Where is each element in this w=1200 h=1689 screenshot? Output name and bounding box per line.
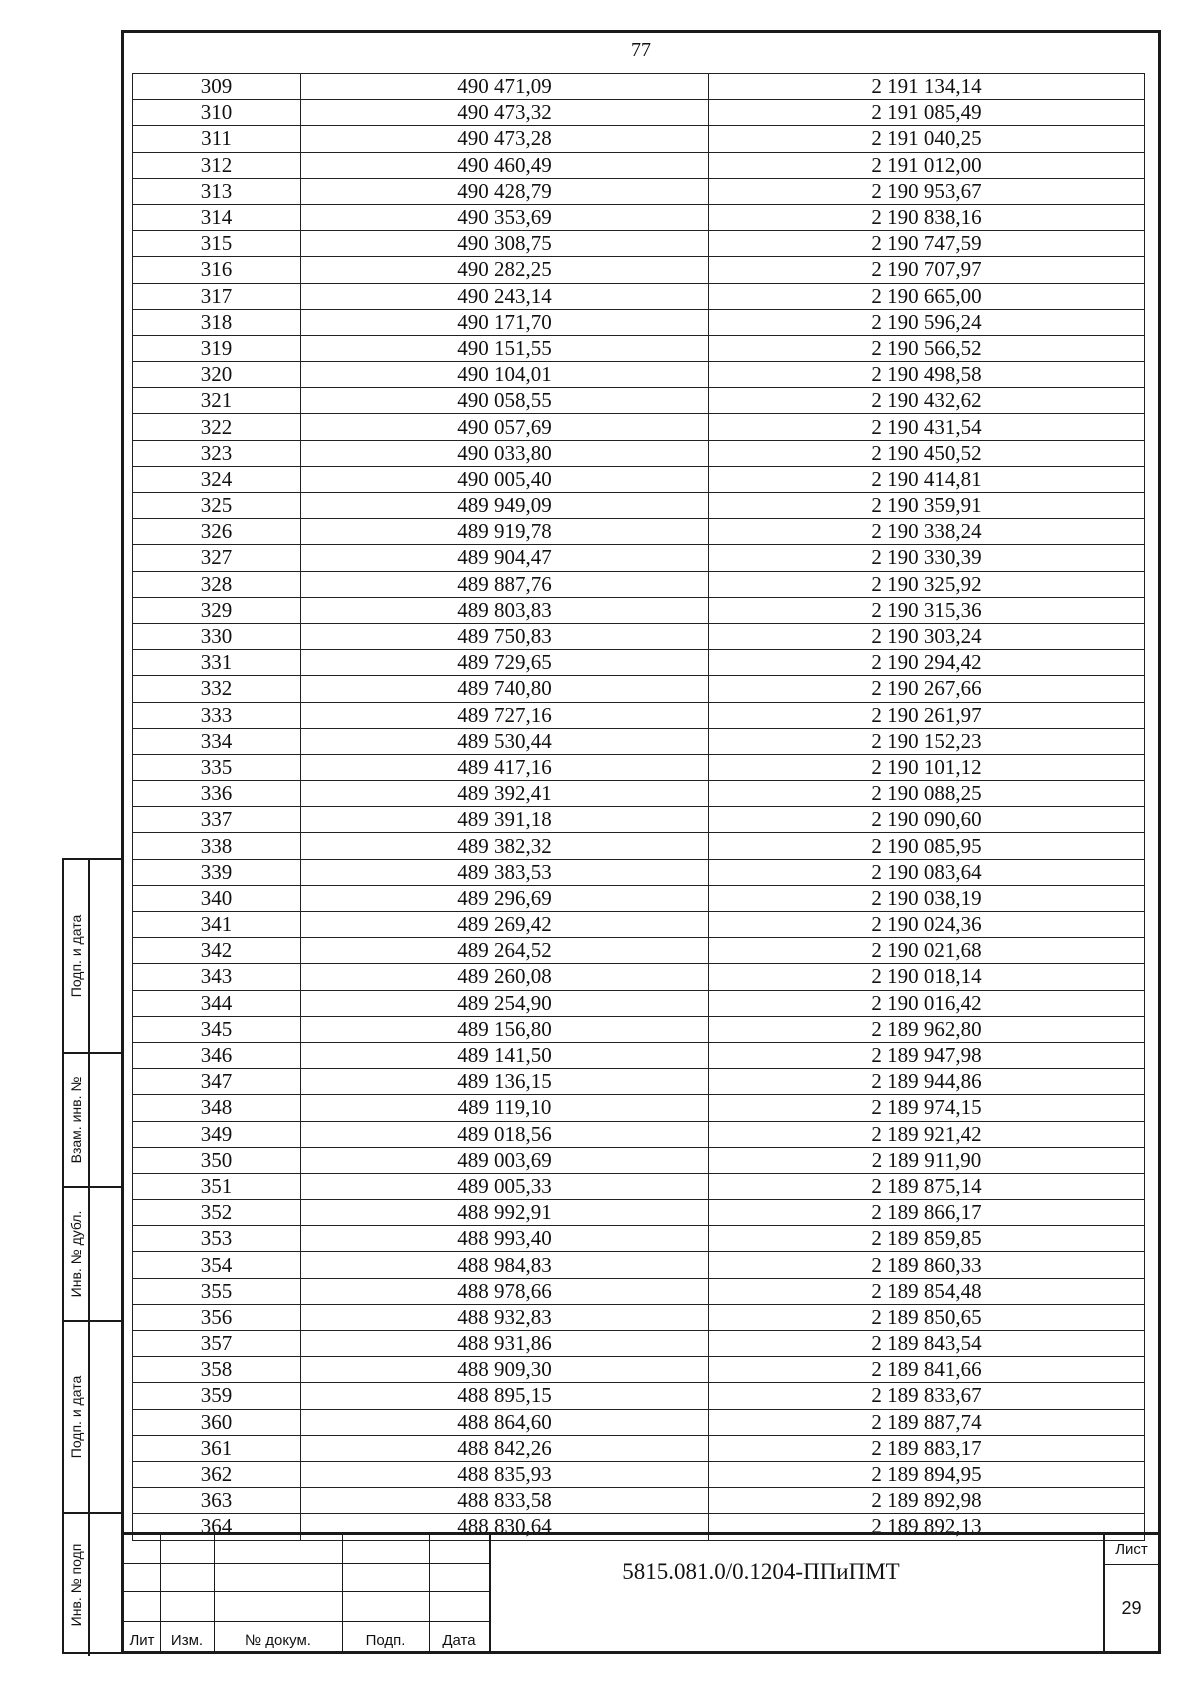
y-coordinate-cell: 2 189 854,48 bbox=[709, 1278, 1145, 1304]
point-number-cell: 309 bbox=[133, 74, 301, 100]
x-coordinate-cell: 488 835,93 bbox=[301, 1461, 709, 1487]
point-number-cell: 321 bbox=[133, 388, 301, 414]
table-row bbox=[133, 833, 1145, 859]
point-number-cell: 338 bbox=[133, 833, 301, 859]
table-row bbox=[133, 1461, 1145, 1487]
side-cell-podp-data-1 bbox=[64, 860, 123, 1052]
x-coordinate-cell: 490 473,28 bbox=[301, 126, 709, 152]
point-number-cell: 356 bbox=[133, 1304, 301, 1330]
y-coordinate-cell: 2 190 414,81 bbox=[709, 466, 1145, 492]
table-row bbox=[133, 204, 1145, 230]
point-number-cell: 364 bbox=[133, 1514, 301, 1540]
y-coordinate-cell: 2 189 859,85 bbox=[709, 1226, 1145, 1252]
y-coordinate-cell: 2 189 911,90 bbox=[709, 1147, 1145, 1173]
table-row bbox=[133, 1147, 1145, 1173]
table-row bbox=[133, 362, 1145, 388]
x-coordinate-cell: 488 895,15 bbox=[301, 1383, 709, 1409]
y-coordinate-cell: 2 190 294,42 bbox=[709, 650, 1145, 676]
y-coordinate-cell: 2 190 566,52 bbox=[709, 335, 1145, 361]
stamp-header-izm: Изм. bbox=[170, 1632, 204, 1649]
x-coordinate-cell: 489 949,09 bbox=[301, 493, 709, 519]
point-number-cell: 355 bbox=[133, 1278, 301, 1304]
page-number: 77 bbox=[631, 39, 651, 61]
x-coordinate-cell: 490 353,69 bbox=[301, 204, 709, 230]
table-row bbox=[133, 493, 1145, 519]
point-number-cell: 330 bbox=[133, 623, 301, 649]
x-coordinate-cell: 489 904,47 bbox=[301, 545, 709, 571]
y-coordinate-cell: 2 189 892,98 bbox=[709, 1488, 1145, 1514]
table-row bbox=[133, 1095, 1145, 1121]
point-number-cell: 348 bbox=[133, 1095, 301, 1121]
point-number-cell: 358 bbox=[133, 1357, 301, 1383]
point-number-cell: 326 bbox=[133, 519, 301, 545]
x-coordinate-cell: 490 005,40 bbox=[301, 466, 709, 492]
point-number-cell: 359 bbox=[133, 1383, 301, 1409]
table-row bbox=[133, 335, 1145, 361]
x-coordinate-cell: 488 932,83 bbox=[301, 1304, 709, 1330]
x-coordinate-cell: 488 978,66 bbox=[301, 1278, 709, 1304]
drawing-frame bbox=[121, 30, 1161, 1654]
point-number-cell: 310 bbox=[133, 100, 301, 126]
table-row bbox=[133, 257, 1145, 283]
x-coordinate-cell: 489 136,15 bbox=[301, 1069, 709, 1095]
y-coordinate-cell: 2 190 330,39 bbox=[709, 545, 1145, 571]
table-row bbox=[133, 1383, 1145, 1409]
x-coordinate-cell: 489 887,76 bbox=[301, 571, 709, 597]
table-row bbox=[133, 1357, 1145, 1383]
y-coordinate-cell: 2 190 498,58 bbox=[709, 362, 1145, 388]
y-coordinate-cell: 2 189 894,95 bbox=[709, 1461, 1145, 1487]
table-row bbox=[133, 1278, 1145, 1304]
y-coordinate-cell: 2 189 841,66 bbox=[709, 1357, 1145, 1383]
table-row bbox=[133, 728, 1145, 754]
point-number-cell: 346 bbox=[133, 1042, 301, 1068]
y-coordinate-cell: 2 190 261,97 bbox=[709, 702, 1145, 728]
table-row bbox=[133, 623, 1145, 649]
x-coordinate-cell: 489 141,50 bbox=[301, 1042, 709, 1068]
stamp-header-lit: Лит bbox=[129, 1632, 155, 1649]
table-row bbox=[133, 519, 1145, 545]
table-row bbox=[133, 807, 1145, 833]
x-coordinate-cell: 490 171,70 bbox=[301, 309, 709, 335]
point-number-cell: 315 bbox=[133, 231, 301, 257]
y-coordinate-cell: 2 190 432,62 bbox=[709, 388, 1145, 414]
table-row bbox=[133, 1121, 1145, 1147]
y-coordinate-cell: 2 190 101,12 bbox=[709, 754, 1145, 780]
table-row bbox=[133, 781, 1145, 807]
x-coordinate-cell: 490 428,79 bbox=[301, 178, 709, 204]
x-coordinate-cell: 489 391,18 bbox=[301, 807, 709, 833]
y-coordinate-cell: 2 190 338,24 bbox=[709, 519, 1145, 545]
table-row bbox=[133, 754, 1145, 780]
table-row bbox=[133, 414, 1145, 440]
side-label: Подп. и дата bbox=[68, 1375, 84, 1459]
y-coordinate-cell: 2 189 962,80 bbox=[709, 1016, 1145, 1042]
y-coordinate-cell: 2 190 325,92 bbox=[709, 571, 1145, 597]
x-coordinate-cell: 489 382,32 bbox=[301, 833, 709, 859]
x-coordinate-cell: 490 104,01 bbox=[301, 362, 709, 388]
x-coordinate-cell: 489 530,44 bbox=[301, 728, 709, 754]
point-number-cell: 352 bbox=[133, 1200, 301, 1226]
table-row bbox=[133, 1173, 1145, 1199]
x-coordinate-cell: 489 392,41 bbox=[301, 781, 709, 807]
x-coordinate-cell: 490 033,80 bbox=[301, 440, 709, 466]
table-row bbox=[133, 126, 1145, 152]
y-coordinate-cell: 2 189 866,17 bbox=[709, 1200, 1145, 1226]
point-number-cell: 336 bbox=[133, 781, 301, 807]
document-number: 5815.081.0/0.1204-ППиПМТ bbox=[622, 1559, 900, 1584]
table-row bbox=[133, 1252, 1145, 1278]
x-coordinate-cell: 488 992,91 bbox=[301, 1200, 709, 1226]
x-coordinate-cell: 489 727,16 bbox=[301, 702, 709, 728]
side-label: Подп. и дата bbox=[68, 914, 84, 998]
point-number-cell: 312 bbox=[133, 152, 301, 178]
side-cell-vzam-inv bbox=[64, 1052, 123, 1186]
sheet-number: 29 bbox=[1103, 1565, 1158, 1651]
point-number-cell: 317 bbox=[133, 283, 301, 309]
point-number-cell: 325 bbox=[133, 493, 301, 519]
x-coordinate-cell: 489 383,53 bbox=[301, 859, 709, 885]
y-coordinate-cell: 2 190 838,16 bbox=[709, 204, 1145, 230]
point-number-cell: 322 bbox=[133, 414, 301, 440]
x-coordinate-cell: 490 151,55 bbox=[301, 335, 709, 361]
table-row bbox=[133, 702, 1145, 728]
table-row bbox=[133, 388, 1145, 414]
x-coordinate-cell: 488 909,30 bbox=[301, 1357, 709, 1383]
x-coordinate-cell: 490 058,55 bbox=[301, 388, 709, 414]
y-coordinate-cell: 2 190 359,91 bbox=[709, 493, 1145, 519]
table-row bbox=[133, 178, 1145, 204]
point-number-cell: 331 bbox=[133, 650, 301, 676]
stamp-header-doc: № докум. bbox=[245, 1632, 311, 1649]
x-coordinate-cell: 489 803,83 bbox=[301, 597, 709, 623]
y-coordinate-cell: 2 189 883,17 bbox=[709, 1435, 1145, 1461]
y-coordinate-cell: 2 190 707,97 bbox=[709, 257, 1145, 283]
x-coordinate-cell: 489 005,33 bbox=[301, 1173, 709, 1199]
point-number-cell: 350 bbox=[133, 1147, 301, 1173]
y-coordinate-cell: 2 190 303,24 bbox=[709, 623, 1145, 649]
point-number-cell: 357 bbox=[133, 1331, 301, 1357]
table-row bbox=[133, 650, 1145, 676]
x-coordinate-cell: 490 460,49 bbox=[301, 152, 709, 178]
y-coordinate-cell: 2 189 850,65 bbox=[709, 1304, 1145, 1330]
x-coordinate-cell: 488 931,86 bbox=[301, 1331, 709, 1357]
y-coordinate-cell: 2 190 152,23 bbox=[709, 728, 1145, 754]
point-number-cell: 311 bbox=[133, 126, 301, 152]
table-row bbox=[133, 938, 1145, 964]
side-label: Взам. инв. № bbox=[68, 1076, 84, 1164]
x-coordinate-cell: 489 919,78 bbox=[301, 519, 709, 545]
x-coordinate-cell: 490 471,09 bbox=[301, 74, 709, 100]
table-row bbox=[133, 885, 1145, 911]
x-coordinate-cell: 488 984,83 bbox=[301, 1252, 709, 1278]
y-coordinate-cell: 2 190 596,24 bbox=[709, 309, 1145, 335]
y-coordinate-cell: 2 191 085,49 bbox=[709, 100, 1145, 126]
point-number-cell: 329 bbox=[133, 597, 301, 623]
x-coordinate-cell: 489 269,42 bbox=[301, 912, 709, 938]
table-row bbox=[133, 912, 1145, 938]
point-number-cell: 360 bbox=[133, 1409, 301, 1435]
y-coordinate-cell: 2 190 665,00 bbox=[709, 283, 1145, 309]
point-number-cell: 313 bbox=[133, 178, 301, 204]
point-number-cell: 334 bbox=[133, 728, 301, 754]
point-number-cell: 320 bbox=[133, 362, 301, 388]
table-row bbox=[133, 466, 1145, 492]
point-number-cell: 319 bbox=[133, 335, 301, 361]
point-number-cell: 362 bbox=[133, 1461, 301, 1487]
y-coordinate-cell: 2 189 921,42 bbox=[709, 1121, 1145, 1147]
x-coordinate-cell: 489 264,52 bbox=[301, 938, 709, 964]
stamp-header-podp: Подп. bbox=[365, 1632, 406, 1649]
side-label: Инв. № подп bbox=[68, 1543, 84, 1627]
point-number-cell: 323 bbox=[133, 440, 301, 466]
table-row bbox=[133, 100, 1145, 126]
point-number-cell: 344 bbox=[133, 990, 301, 1016]
y-coordinate-cell: 2 190 083,64 bbox=[709, 859, 1145, 885]
point-number-cell: 347 bbox=[133, 1069, 301, 1095]
side-cell-inv-podp bbox=[64, 1512, 123, 1656]
table-row bbox=[133, 1409, 1145, 1435]
point-number-cell: 363 bbox=[133, 1488, 301, 1514]
point-number-cell: 328 bbox=[133, 571, 301, 597]
side-cell-inv-dubl bbox=[64, 1186, 123, 1320]
y-coordinate-cell: 2 189 974,15 bbox=[709, 1095, 1145, 1121]
y-coordinate-cell: 2 190 016,42 bbox=[709, 990, 1145, 1016]
point-number-cell: 361 bbox=[133, 1435, 301, 1461]
table-row bbox=[133, 1435, 1145, 1461]
side-cell-podp-data-2 bbox=[64, 1320, 123, 1512]
y-coordinate-cell: 2 190 450,52 bbox=[709, 440, 1145, 466]
coordinates-table-body bbox=[133, 74, 1145, 1541]
x-coordinate-cell: 490 282,25 bbox=[301, 257, 709, 283]
sheet-label: Лист bbox=[1103, 1535, 1158, 1565]
y-coordinate-cell: 2 189 887,74 bbox=[709, 1409, 1145, 1435]
table-row bbox=[133, 597, 1145, 623]
point-number-cell: 353 bbox=[133, 1226, 301, 1252]
x-coordinate-cell: 489 156,80 bbox=[301, 1016, 709, 1042]
point-number-cell: 327 bbox=[133, 545, 301, 571]
x-coordinate-cell: 489 750,83 bbox=[301, 623, 709, 649]
x-coordinate-cell: 489 018,56 bbox=[301, 1121, 709, 1147]
x-coordinate-cell: 490 308,75 bbox=[301, 231, 709, 257]
x-coordinate-cell: 490 243,14 bbox=[301, 283, 709, 309]
x-coordinate-cell: 488 864,60 bbox=[301, 1409, 709, 1435]
y-coordinate-cell: 2 190 090,60 bbox=[709, 807, 1145, 833]
point-number-cell: 332 bbox=[133, 676, 301, 702]
y-coordinate-cell: 2 189 947,98 bbox=[709, 1042, 1145, 1068]
table-row bbox=[133, 1200, 1145, 1226]
x-coordinate-cell: 489 417,16 bbox=[301, 754, 709, 780]
x-coordinate-cell: 488 842,26 bbox=[301, 1435, 709, 1461]
side-stamp bbox=[62, 858, 121, 1654]
y-coordinate-cell: 2 189 833,67 bbox=[709, 1383, 1145, 1409]
table-row bbox=[133, 545, 1145, 571]
point-number-cell: 314 bbox=[133, 204, 301, 230]
point-number-cell: 341 bbox=[133, 912, 301, 938]
x-coordinate-cell: 489 260,08 bbox=[301, 964, 709, 990]
y-coordinate-cell: 2 189 892,13 bbox=[709, 1514, 1145, 1540]
y-coordinate-cell: 2 190 267,66 bbox=[709, 676, 1145, 702]
y-coordinate-cell: 2 190 747,59 bbox=[709, 231, 1145, 257]
y-coordinate-cell: 2 190 953,67 bbox=[709, 178, 1145, 204]
table-row bbox=[133, 231, 1145, 257]
table-row bbox=[133, 1331, 1145, 1357]
table-row bbox=[133, 74, 1145, 100]
table-row bbox=[133, 990, 1145, 1016]
side-label: Инв. № дубл. bbox=[68, 1210, 84, 1298]
x-coordinate-cell: 488 833,58 bbox=[301, 1488, 709, 1514]
x-coordinate-cell: 489 254,90 bbox=[301, 990, 709, 1016]
y-coordinate-cell: 2 189 944,86 bbox=[709, 1069, 1145, 1095]
point-number-cell: 340 bbox=[133, 885, 301, 911]
point-number-cell: 342 bbox=[133, 938, 301, 964]
table-row bbox=[133, 1226, 1145, 1252]
table-row bbox=[133, 1016, 1145, 1042]
y-coordinate-cell: 2 190 315,36 bbox=[709, 597, 1145, 623]
y-coordinate-cell: 2 190 024,36 bbox=[709, 912, 1145, 938]
point-number-cell: 339 bbox=[133, 859, 301, 885]
point-number-cell: 335 bbox=[133, 754, 301, 780]
x-coordinate-cell: 489 740,80 bbox=[301, 676, 709, 702]
point-number-cell: 349 bbox=[133, 1121, 301, 1147]
table-row bbox=[133, 571, 1145, 597]
y-coordinate-cell: 2 190 431,54 bbox=[709, 414, 1145, 440]
table-row bbox=[133, 152, 1145, 178]
y-coordinate-cell: 2 190 021,68 bbox=[709, 938, 1145, 964]
y-coordinate-cell: 2 191 012,00 bbox=[709, 152, 1145, 178]
table-row bbox=[133, 309, 1145, 335]
point-number-cell: 324 bbox=[133, 466, 301, 492]
point-number-cell: 345 bbox=[133, 1016, 301, 1042]
table-row bbox=[133, 283, 1145, 309]
x-coordinate-cell: 489 119,10 bbox=[301, 1095, 709, 1121]
table-row bbox=[133, 1488, 1145, 1514]
table-row bbox=[133, 676, 1145, 702]
table-row bbox=[133, 859, 1145, 885]
y-coordinate-cell: 2 189 843,54 bbox=[709, 1331, 1145, 1357]
x-coordinate-cell: 490 057,69 bbox=[301, 414, 709, 440]
x-coordinate-cell: 490 473,32 bbox=[301, 100, 709, 126]
point-number-cell: 354 bbox=[133, 1252, 301, 1278]
y-coordinate-cell: 2 190 018,14 bbox=[709, 964, 1145, 990]
title-block bbox=[124, 1532, 1158, 1651]
x-coordinate-cell: 489 296,69 bbox=[301, 885, 709, 911]
table-row bbox=[133, 964, 1145, 990]
x-coordinate-cell: 488 830,64 bbox=[301, 1514, 709, 1540]
point-number-cell: 351 bbox=[133, 1173, 301, 1199]
x-coordinate-cell: 489 729,65 bbox=[301, 650, 709, 676]
stamp-header-data: Дата bbox=[442, 1632, 476, 1649]
y-coordinate-cell: 2 190 088,25 bbox=[709, 781, 1145, 807]
table-row bbox=[133, 440, 1145, 466]
x-coordinate-cell: 488 993,40 bbox=[301, 1226, 709, 1252]
y-coordinate-cell: 2 191 134,14 bbox=[709, 74, 1145, 100]
point-number-cell: 337 bbox=[133, 807, 301, 833]
point-number-cell: 318 bbox=[133, 309, 301, 335]
table-row bbox=[133, 1042, 1145, 1068]
point-number-cell: 343 bbox=[133, 964, 301, 990]
point-number-cell: 333 bbox=[133, 702, 301, 728]
y-coordinate-cell: 2 190 038,19 bbox=[709, 885, 1145, 911]
table-row bbox=[133, 1304, 1145, 1330]
y-coordinate-cell: 2 189 860,33 bbox=[709, 1252, 1145, 1278]
point-number-cell: 316 bbox=[133, 257, 301, 283]
coordinates-table bbox=[132, 73, 1145, 1541]
y-coordinate-cell: 2 190 085,95 bbox=[709, 833, 1145, 859]
y-coordinate-cell: 2 189 875,14 bbox=[709, 1173, 1145, 1199]
x-coordinate-cell: 489 003,69 bbox=[301, 1147, 709, 1173]
y-coordinate-cell: 2 191 040,25 bbox=[709, 126, 1145, 152]
table-row bbox=[133, 1069, 1145, 1095]
